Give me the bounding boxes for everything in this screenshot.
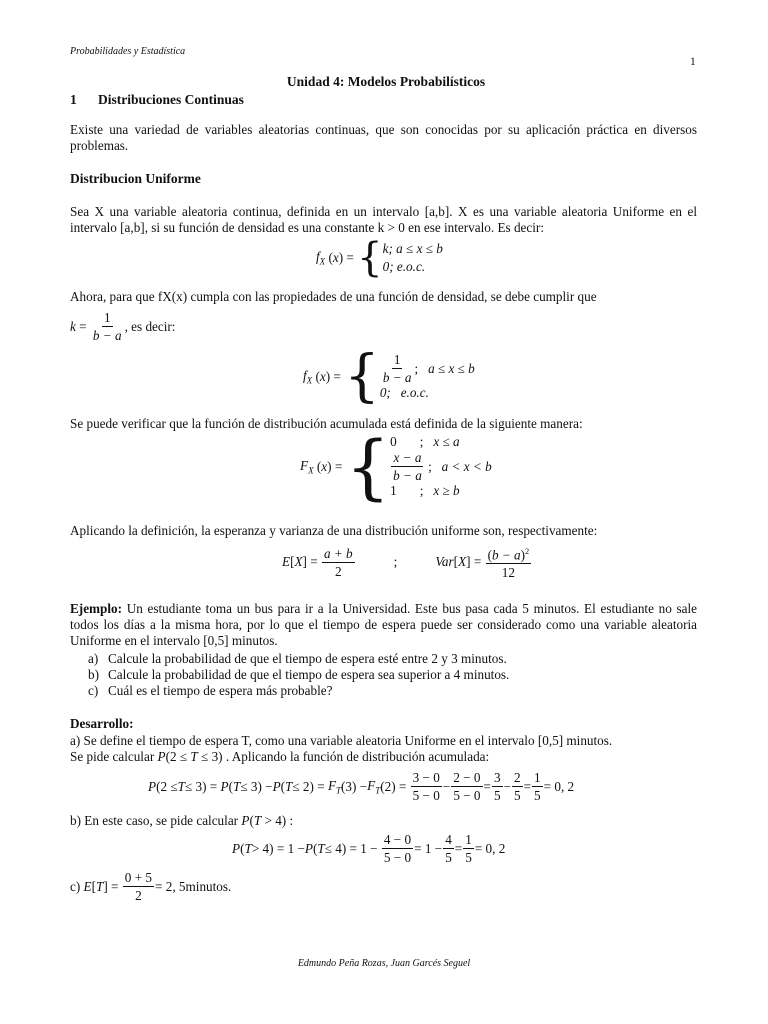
density-equation-1: $f_X$ ( x ) = { k; a ≤ x ≤ b 0; e.o.c.: [316, 235, 443, 281]
density-equation-2: $f_X$ ( x ) = { $\frac{1}{b - a}$ ; a ≤ x ≤ b 0; e.o.c.: [303, 343, 475, 409]
solution-a-line-2: Se pide calcular P(2 ≤ T ≤ 3) . Aplicando la función de distribución acumulada:: [70, 749, 490, 764]
example-text: Un estudiante toma un bus para ir a la Universidad. Este bus pasa cada 5 minutos. El estudiante no sale todos los días a la misma hora, por lo que el tiempo de espera puede ser considerado como una variable aleatoria Uniforme en el intervalo [0,5] minutos.: [70, 601, 697, 648]
solution-a-equation: P (2 ≤ T ≤ 3) = P ( T ≤ 3) − P ( T ≤ 2) = $F_T$ (3) − $F_T$ (2) = $\frac{3 - 0}{5 - 0}$ − $\frac{2 - 0}{5 - 0}$ = $\frac{3}{5}$ − $\frac{2}{5}$ = $\frac{1}{5}$ = 0, 2: [148, 770, 575, 803]
example-label: Ejemplo:: [70, 601, 123, 616]
es-decir-text: , es decir:: [124, 318, 176, 334]
running-header: Probabilidades y Estadística: [70, 46, 186, 57]
page-footer: Edmundo Peña Rozas, Juan Garcés Seguel: [297, 958, 471, 969]
list-item: b) Calcule la probabilidad de que el tiempo de espera sea superior a 4 minutos.: [88, 667, 510, 682]
solution-b-line: b) En este caso, se pide calcular P(T > 4) :: [70, 813, 294, 828]
k-equation: k = $\frac{1}{b - a}$ , es decir:: [70, 310, 176, 343]
uniform-definition-paragraph: Sea X una variable aleatoria continua, definida en un intervalo [a,b]. X es una variable aleatoria Uniforme en el intervalo [a,b], si su función de densidad es una constante k > 0 en ese intervalo. Es decir:: [70, 204, 697, 235]
eq1-case-2: 0; e.o.c.: [382, 259, 426, 274]
page-title: Unidad 4: Modelos Probabilísticos: [286, 74, 486, 89]
example-paragraph: [70, 601, 697, 649]
cdf-paragraph: Se puede verificar que la función de distribución acumulada está definida de la siguiente manera:: [70, 416, 583, 431]
cdf-equation: $F_X$ ( x ) = { 0 ; x ≤ a $\frac{x - a}{b - a}$ ; a < x < b 1 ; x ≥ b: [300, 425, 492, 508]
uniform-heading: Distribucion Uniforme: [70, 171, 201, 186]
density-condition-paragraph: Ahora, para que fX(x) cumpla con las propiedades de una función de densidad, se debe cumplir que: [70, 289, 597, 304]
example-question-list: [88, 651, 509, 699]
expectation-variance-equation: E [ X ] = $\frac{a + b}{2}$ ; Var [ X ] = $\frac{(b - a)^2}{12}$: [282, 545, 530, 581]
intro-paragraph: Existe una variedad de variables aleatorias continuas, que son conocidas por su aplicación práctica en diversos problemas.: [70, 122, 697, 153]
solution-c-equation: c) E [ T ] = $\frac{0 + 5}{2}$ = 2, 5 minutos.: [70, 870, 232, 903]
solution-heading: Desarrollo:: [70, 716, 134, 731]
section-number: 1: [70, 92, 77, 107]
list-item: a) Calcule la probabilidad de que el tiempo de espera esté entre 2 y 3 minutos.: [88, 651, 507, 666]
page-number: 1: [690, 56, 696, 68]
section-title: Distribuciones Continuas: [98, 92, 244, 107]
solution-a-line-1: a) Se define el tiempo de espera T, como una variable aleatoria Uniforme en el intervalo [0,5] minutos.: [70, 733, 613, 748]
expectation-paragraph: Aplicando la definición, la esperanza y varianza de una distribución uniforme son, respectivamente:: [70, 523, 598, 538]
list-item: c) Cuál es el tiempo de espera más probable?: [88, 683, 333, 698]
solution-b-equation: P ( T > 4) = 1 − P ( T ≤ 4) = 1 − $\frac{4 - 0}{5 - 0}$ = 1 − $\frac{4}{5}$ = $\frac{1}{5}$ = 0, 2: [232, 832, 506, 865]
eq1-case-1: k; a ≤ x ≤ b: [382, 241, 443, 256]
section-heading: [70, 92, 244, 108]
